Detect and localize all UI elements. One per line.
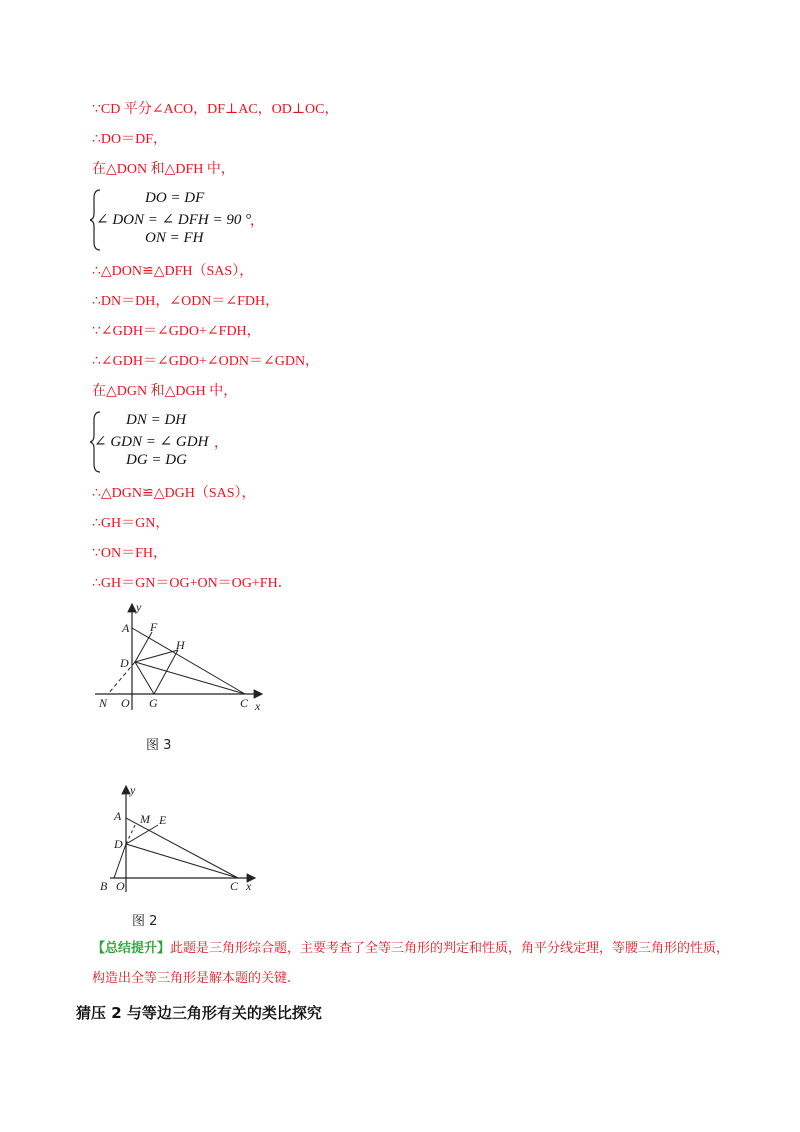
label-o: O — [116, 879, 125, 893]
system-2-row-1: DN = DH — [126, 412, 187, 428]
proof-line-3: 在△DON 和△DFH 中， — [92, 162, 235, 177]
label-x: x — [246, 879, 252, 893]
system-2-comma: ， — [214, 436, 228, 451]
label-x: x — [255, 699, 261, 713]
label-g: G — [149, 696, 158, 710]
figure-3-diagram — [90, 598, 280, 718]
label-d: D — [120, 656, 129, 670]
figure-2-diagram — [90, 782, 265, 894]
system-1-row-2: ∠ DON = ∠ DFH = 90 ° — [96, 212, 252, 228]
proof-line-6: ∵∠GDH＝∠GDO+∠FDH， — [92, 324, 261, 339]
label-n: N — [99, 696, 108, 710]
summary-tag: 【总结提升】 — [92, 941, 171, 956]
label-y: y — [130, 783, 136, 797]
proof-line-8: 在△DGN 和△DGH 中， — [92, 384, 238, 399]
system-1-row-1: DO = DF — [145, 190, 205, 206]
segment-dc — [126, 844, 238, 878]
proof-line-5: ∴DN＝DH，∠ODN＝∠FDH， — [92, 294, 280, 309]
label-c: C — [230, 879, 239, 893]
label-a: A — [122, 621, 130, 635]
label-h: H — [176, 638, 185, 652]
proof-line-7: ∴∠GDH＝∠GDO+∠ODN＝∠GDN， — [92, 354, 320, 369]
label-c: C — [240, 696, 249, 710]
segment-de — [126, 825, 158, 844]
summary-text: 此题是三角形综合题，主要考查了全等三角形的判定和性质，角平分线定理，等腰三角形的性质，构造出全等三角形是解本题的关键. — [92, 941, 730, 986]
system-2-row-2: ∠ GDN = ∠ GDH — [94, 434, 209, 450]
equation-system-2 — [90, 410, 320, 474]
system-1-comma: ， — [250, 214, 264, 229]
proof-line-10: ∴GH＝GN， — [92, 516, 170, 531]
label-o: O — [121, 696, 130, 710]
segment-gh — [154, 650, 178, 694]
proof-line-1: ∵CD 平分∠ACO，DF⊥AC，OD⊥OC， — [92, 102, 339, 117]
figure-3-caption: 图 3 — [146, 738, 172, 753]
label-m: M — [140, 812, 150, 826]
label-b: B — [100, 879, 108, 893]
segment-dh — [135, 650, 178, 662]
figure-2-caption: 图 2 — [132, 914, 158, 929]
equation-system-1 — [90, 188, 320, 252]
label-a: A — [114, 809, 122, 823]
label-e: E — [159, 813, 167, 827]
proof-line-11: ∵ON＝FH， — [92, 546, 168, 561]
label-d: D — [114, 837, 123, 851]
system-1-row-3: ON = FH — [145, 230, 204, 246]
system-2-row-3: DG = DG — [126, 452, 187, 468]
summary-paragraph — [92, 934, 732, 994]
segment-ac — [126, 818, 238, 878]
label-f: F — [150, 620, 158, 634]
proof-line-2: ∴DO＝DF， — [92, 132, 168, 147]
proof-line-4: ∴△DON≌△DFH（SAS）， — [92, 264, 254, 279]
proof-line-12: ∴GH＝GN＝OG+ON＝OG+FH． — [92, 576, 292, 591]
proof-line-9: ∴△DGN≌△DGH（SAS）， — [92, 486, 256, 501]
section-heading: 猜压 2 与等边三角形有关的类比探究 — [76, 1004, 322, 1022]
label-y: y — [136, 600, 142, 614]
